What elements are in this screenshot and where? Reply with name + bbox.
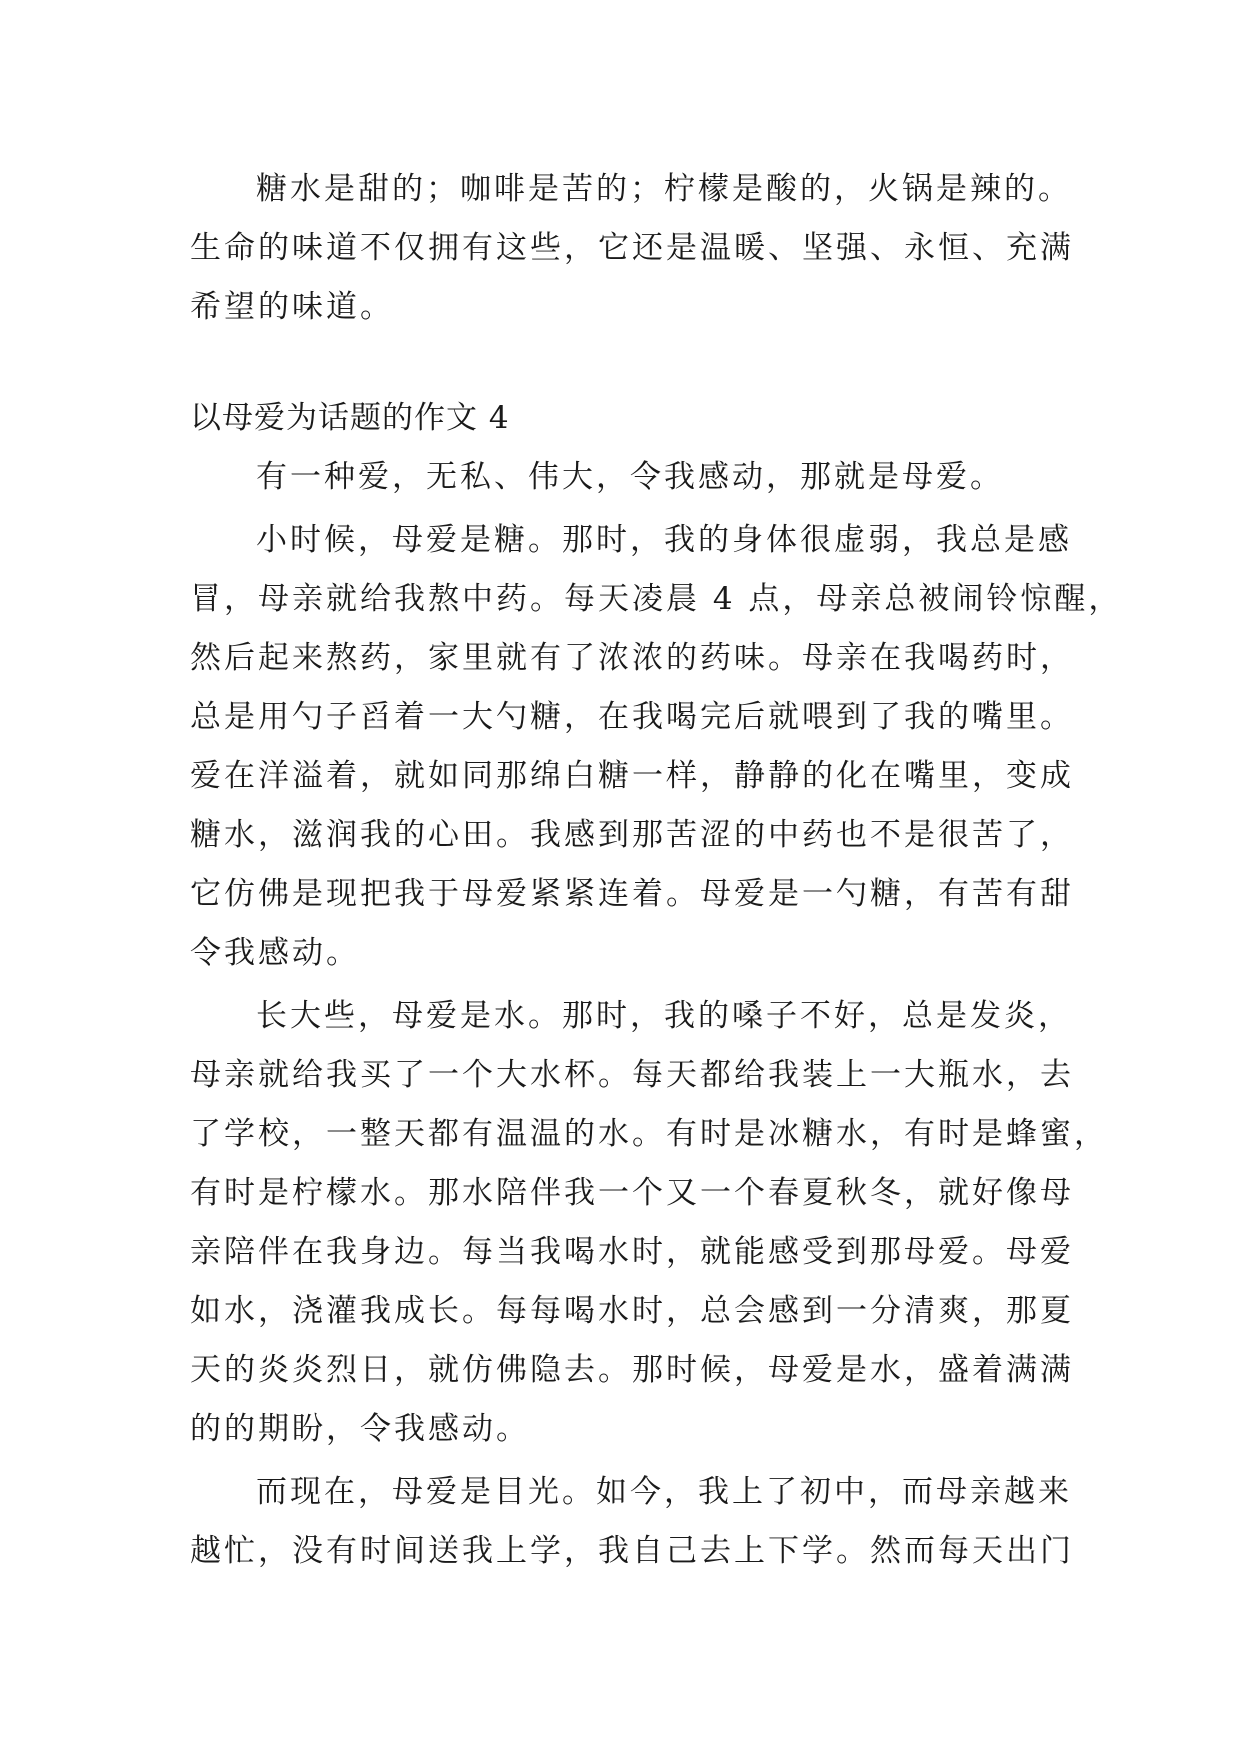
text-line: 的的期盼，令我感动。 [190,1411,530,1447]
essay-paragraph-4 [190,1463,1074,1581]
text-line: 总是用勺子舀着一大勺糖，在我喝完后就喂到了我的嘴里。 [190,699,1074,735]
text-line: 然后起来熬药，家里就有了浓浓的药味。母亲在我喝药时， [190,640,1074,676]
essay-paragraph-2 [190,511,1123,983]
text-line: 天的炎炎烈日，就仿佛隐去。那时候，母爱是水，盛着满满 [190,1352,1074,1388]
text-line: 亲陪伴在我身边。每当我喝水时，就能感受到那母爱。母爱 [190,1234,1074,1270]
intro-paragraph [190,160,1074,337]
text-line: 小时候，母爱是糖。那时，我的身体很虚弱，我总是感 [256,522,1072,558]
section-spacer [190,337,1070,389]
essay-paragraph-1 [190,448,1070,507]
essay-paragraph-3 [190,987,1108,1459]
text-line: 生命的味道不仅拥有这些，它还是温暖、坚强、永恒、充满 [190,230,1074,266]
text-line: 糖水是甜的；咖啡是苦的；柠檬是酸的，火锅是辣的。 [256,171,1072,207]
text-line: 有一种爱，无私、伟大，令我感动，那就是母爱。 [256,459,1004,495]
text-line: 而现在，母爱是目光。如今，我上了初中，而母亲越来 [256,1474,1072,1510]
text-line: 母亲就给我买了一个大水杯。每天都给我装上一大瓶水，去 [190,1057,1074,1093]
text-line: 越忙，没有时间送我上学，我自己去上下学。然而每天出门 [190,1533,1074,1569]
text-line: 它仿佛是现把我于母爱紧紧连着。母爱是一勺糖，有苦有甜 [190,876,1074,912]
text-line: 爱在洋溢着，就如同那绵白糖一样，静静的化在嘴里，变成 [190,758,1074,794]
text-line: 令我感动。 [190,935,360,971]
text-line: 有时是柠檬水。那水陪伴我一个又一个春夏秋冬，就好像母 [190,1175,1074,1211]
text-line: 了学校，一整天都有温温的水。有时是冰糖水，有时是蜂蜜， [190,1116,1108,1152]
text-line: 冒，母亲就给我熬中药。每天凌晨 4 点，母亲总被闹铃惊醒， [190,581,1123,617]
text-line: 长大些，母爱是水。那时，我的嗓子不好，总是发炎， [256,998,1072,1034]
text-line: 希望的味道。 [190,289,394,325]
essay-title: 以母爱为话题的作文 4 [190,400,510,436]
document-page [190,160,1123,1581]
text-line: 如水，浇灌我成长。每每喝水时，总会感到一分清爽，那夏 [190,1293,1074,1329]
text-line: 糖水，滋润我的心田。我感到那苦涩的中药也不是很苦了， [190,817,1074,853]
